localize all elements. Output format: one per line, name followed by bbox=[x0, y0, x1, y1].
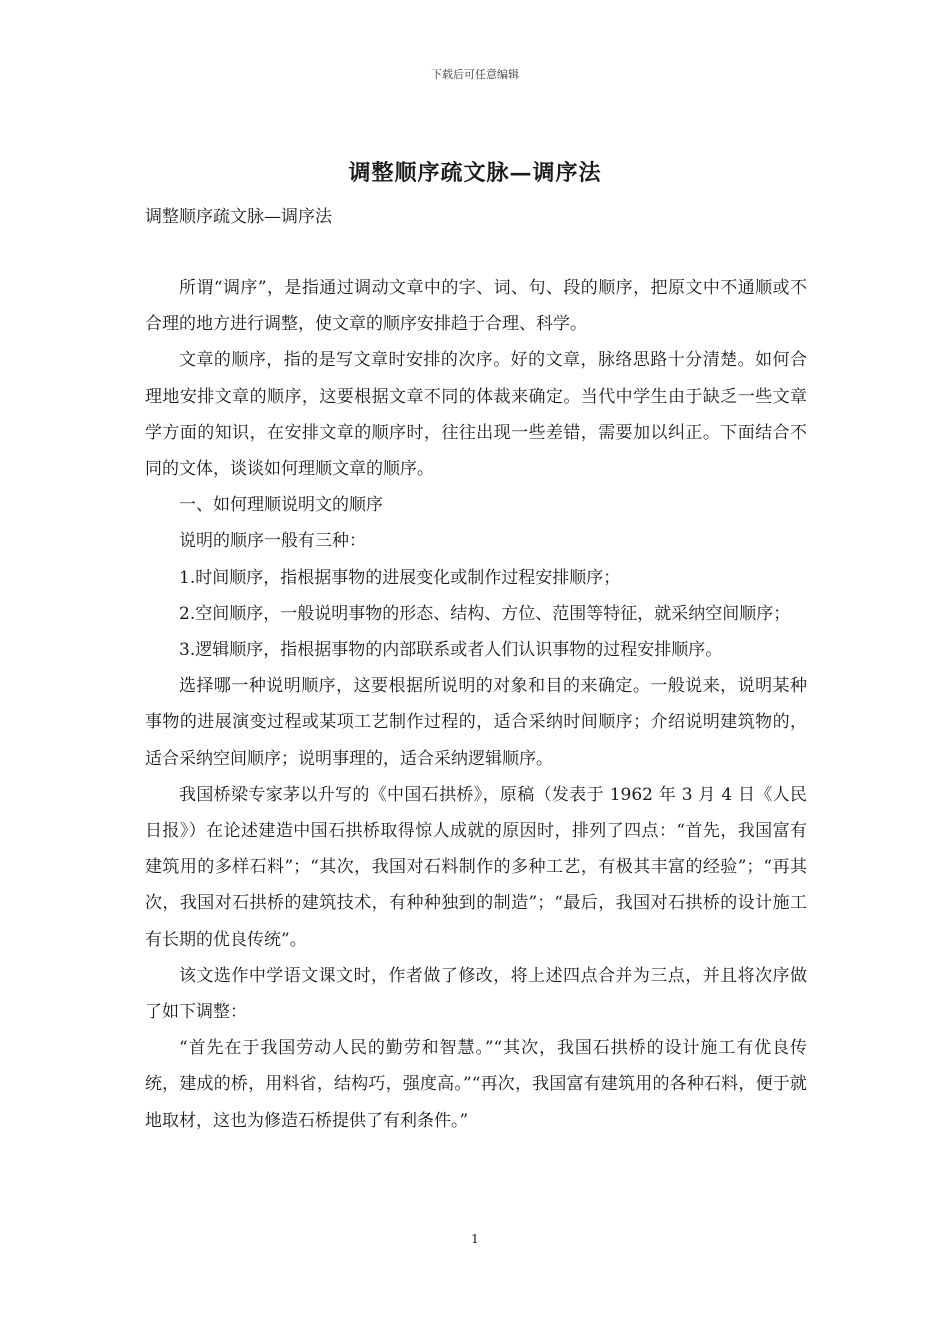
paragraph-revision-note: 该文选作中学语文课文时，作者做了修改，将上述四点合并为三点，并且将次序做了如下调整： bbox=[145, 965, 807, 1023]
page-number: 1 bbox=[471, 1232, 479, 1246]
page-header-note: 下载后可任意编辑 bbox=[431, 68, 519, 81]
paragraph-choosing-order: 选择哪一种说明顺序，这要根据所说明的对象和目的来确定。一般说来，说明某种事物的进展演变过程或某项工艺制作过程的，适合采纳时间顺序；介绍说明建筑物的，适合采纳空间顺序；说明事理的，适合采纳逻辑顺序。 bbox=[145, 676, 807, 769]
paragraph-revised-quote: “首先在于我国劳动人民的勤劳和智慧。”“其次，我国石拱桥的设计施工有优良传统，建成的桥，用料省，结构巧，强度高。”“再次，我国富有建筑用的各种石料，便于就地取材，这也为修造石桥提供了有利条件。” bbox=[145, 1038, 807, 1131]
document-title: 调整顺序疏文脉—调序法 bbox=[348, 160, 602, 186]
list-item-space-order: 2.空间顺序，一般说明事物的形态、结构、方位、范围等特征，就采纳空间顺序； bbox=[179, 603, 791, 624]
list-item-logic-order: 3.逻辑顺序，指根据事物的内部联系或者人们认识事物的过程安排顺序。 bbox=[179, 640, 723, 661]
document-subtitle: 调整顺序疏文脉—调序法 bbox=[145, 207, 332, 227]
paragraph-intro: 所谓“调序”，是指通过调动文章中的字、词、句、段的顺序，把原文中不通顺或不合理的地方进行调整，使文章的顺序安排趋于合理、科学。 bbox=[145, 278, 807, 335]
section-heading-expository: 一、如何理顺说明文的顺序 bbox=[179, 495, 383, 516]
paragraph-stone-bridge-original: 我国桥梁专家茅以升写的《中国石拱桥》，原稿（发表于 1962 年 3 月 4 日《人民日报》）在论述建造中国石拱桥取得惊人成就的原因时，排列了四点：“首先，我国富有建筑用的多样石料”；“其次，我国对石料制作的多种工艺，有极其丰富的经验”；“再其次，我国对石拱桥的建筑技术，有种种独到的制造”；“最后，我国对石拱桥的设计施工有长期的优良传统”。 bbox=[145, 784, 807, 950]
paragraph-order-definition: 文章的顺序，指的是写文章时安排的次序。好的文章，脉络思路十分清楚。如何合理地安排文章的顺序，这要根据文章不同的体裁来确定。当代中学生由于缺乏一些文章学方面的知识，在安排文章的顺序时，往往出现一些差错，需要加以纠正。下面结合不同的文体，谈谈如何理顺文章的顺序。 bbox=[145, 350, 807, 480]
document-body bbox=[145, 270, 807, 1139]
paragraph-three-orders: 说明的顺序一般有三种： bbox=[179, 531, 366, 552]
list-item-time-order: 1.时间顺序，指根据事物的进展变化或制作过程安排顺序； bbox=[179, 567, 621, 588]
